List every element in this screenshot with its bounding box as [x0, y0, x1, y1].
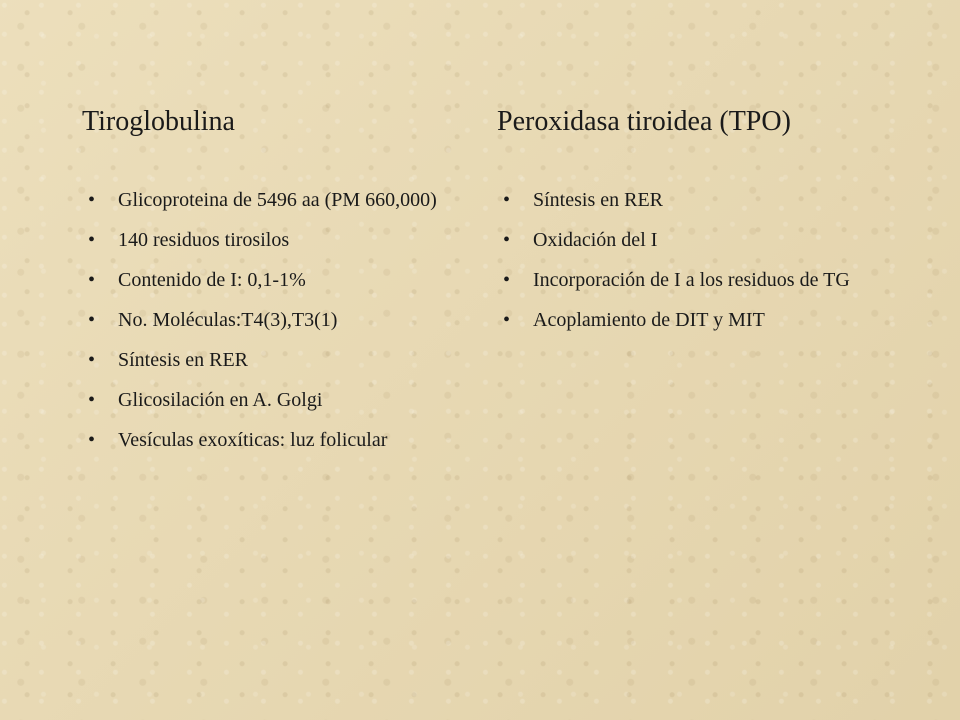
list-item-text: Contenido de I: 0,1-1%	[118, 269, 306, 291]
list-item	[497, 268, 927, 292]
bullet-icon: •	[88, 309, 96, 331]
list-item	[497, 188, 927, 212]
list-item-text: Síntesis en RER	[533, 189, 664, 211]
bullet-icon: •	[88, 269, 96, 291]
list-item	[82, 308, 462, 332]
list-item	[82, 268, 462, 292]
list-item-text: Glicosilación en A. Golgi	[118, 389, 323, 411]
list-item-text: Incorporación de I a los residuos de TG	[533, 269, 850, 291]
bullet-icon: •	[88, 229, 96, 251]
list-item	[82, 388, 462, 412]
list-item-text: No. Moléculas:T4(3),T3(1)	[118, 309, 338, 331]
bullet-icon: •	[88, 189, 96, 211]
list-item-text: Acoplamiento de DIT y MIT	[533, 309, 765, 331]
bullet-icon: •	[88, 429, 96, 451]
bullet-icon: •	[503, 189, 511, 211]
list-item-text: Glicoproteina de 5496 aa (PM 660,000)	[118, 189, 437, 211]
tiroglobulina-heading: Tiroglobulina	[82, 106, 235, 137]
list-item	[82, 228, 462, 252]
list-item-text: Vesículas exoxíticas: luz folicular	[118, 429, 388, 451]
bullet-icon: •	[503, 309, 511, 331]
list-item	[82, 348, 462, 372]
list-item-text: Síntesis en RER	[118, 349, 249, 371]
tpo-list	[497, 188, 927, 348]
list-item	[497, 308, 927, 332]
list-item	[82, 428, 462, 452]
list-item-text: Oxidación del I	[533, 229, 658, 251]
list-item	[82, 188, 462, 212]
list-item	[497, 228, 927, 252]
bullet-icon: •	[503, 229, 511, 251]
tpo-heading: Peroxidasa tiroidea (TPO)	[497, 106, 791, 137]
tiroglobulina-list	[82, 188, 462, 468]
bullet-icon: •	[503, 269, 511, 291]
list-item-text: 140 residuos tirosilos	[118, 229, 290, 251]
bullet-icon: •	[88, 389, 96, 411]
bullet-icon: •	[88, 349, 96, 371]
